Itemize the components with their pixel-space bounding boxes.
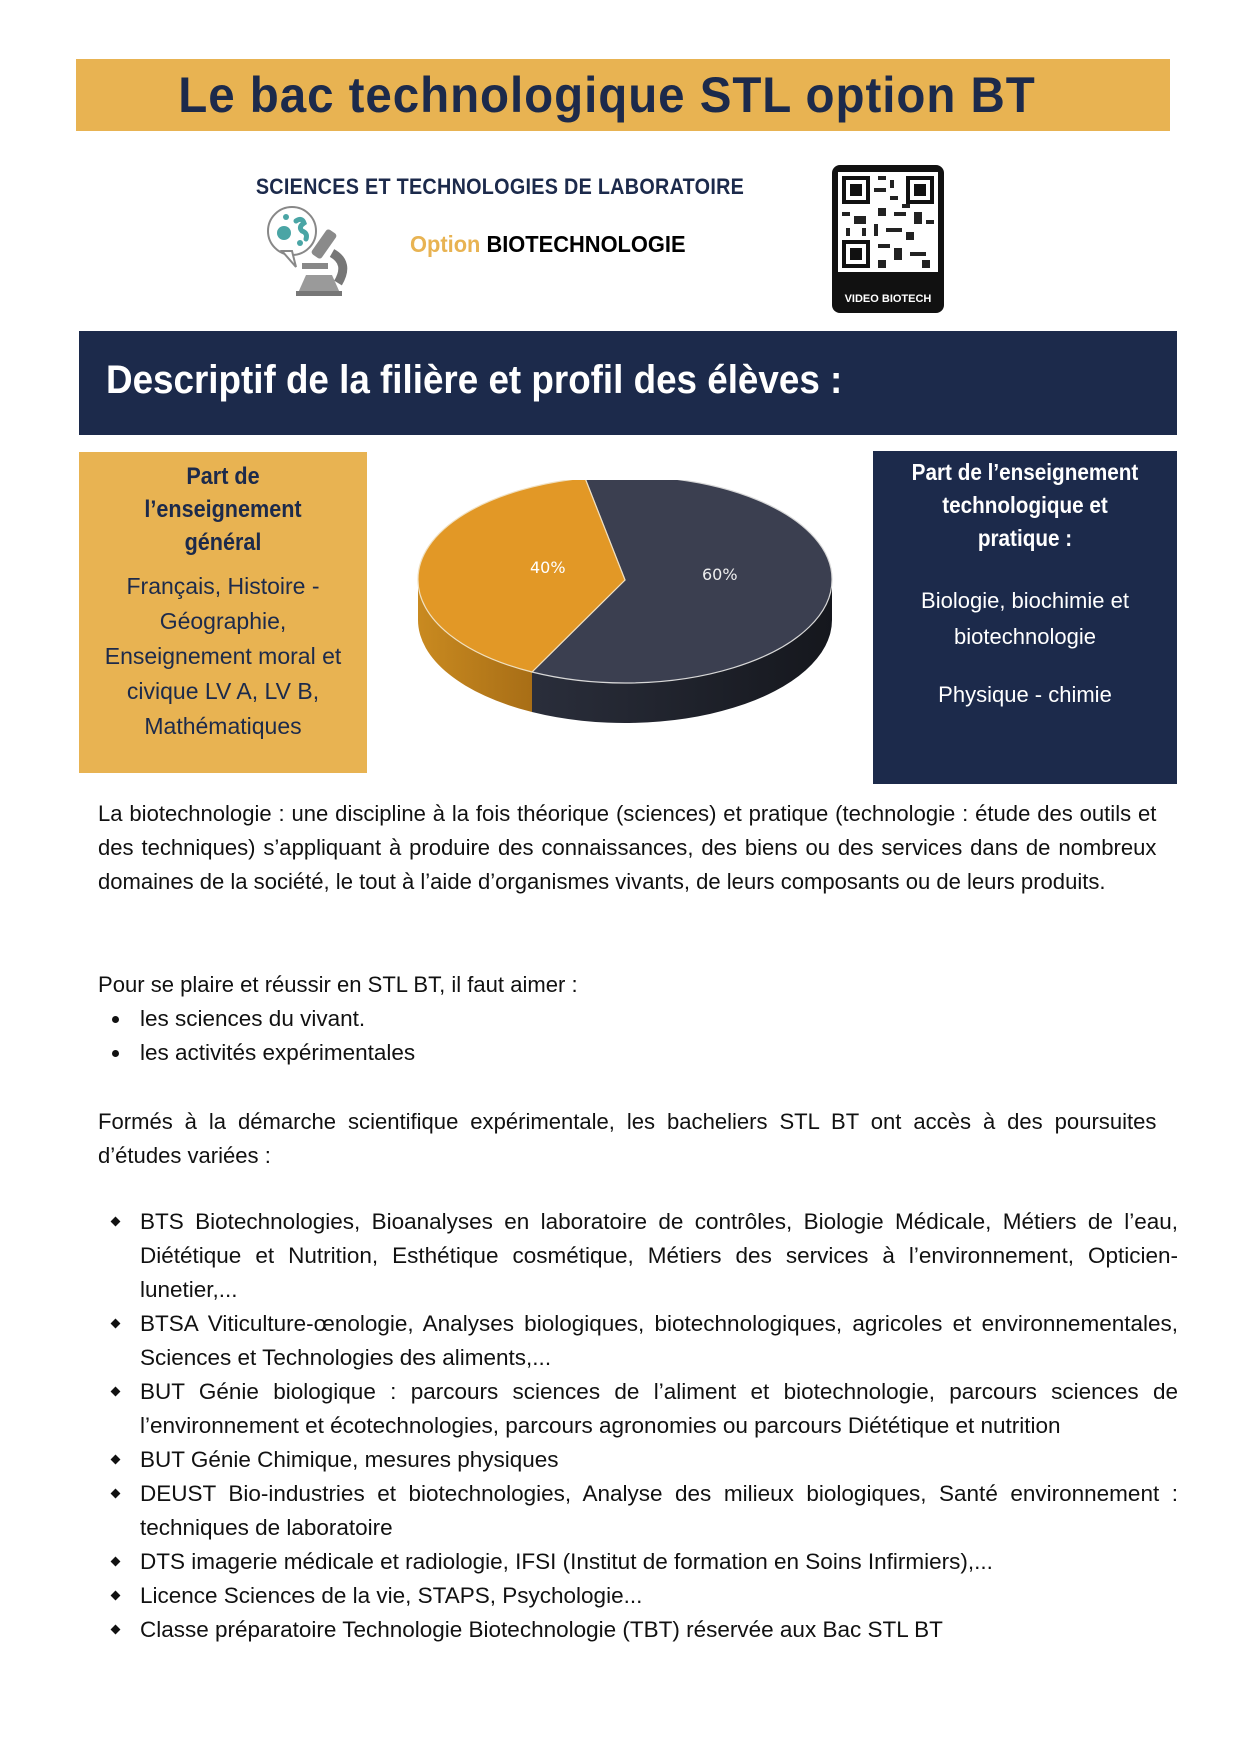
heading-line: Part de l’enseignement	[911, 459, 1139, 485]
option-title	[410, 231, 686, 258]
subject-line: Français, Histoire -	[126, 573, 320, 599]
qr-code-icon	[838, 172, 938, 272]
list-item: les activités expérimentales	[98, 1036, 415, 1070]
list-item: BUT Génie biologique : parcours sciences de l’aliment et biotechnologie, parcours sciences de l’environnement et écotechnologies, parcours agronomies ou parcours Diététique et nutrition	[98, 1375, 1178, 1443]
microscope-icon	[262, 205, 360, 297]
pie-label-40: 40%	[530, 558, 566, 577]
tech-box-heading	[888, 451, 1162, 555]
qr-code-card[interactable]	[832, 165, 944, 313]
list-item: DTS imagerie médicale et radiologie, IFSI (Institut de formation en Soins Infirmiers),...	[98, 1545, 1178, 1579]
subject-line: Géographie,	[159, 608, 287, 634]
option-word: Option	[410, 231, 481, 257]
subject-line: Biologie, biochimie et	[921, 588, 1129, 613]
list-item: BUT Génie Chimique, mesures physiques	[98, 1443, 1178, 1477]
subject-line: Enseignement moral et	[104, 643, 342, 669]
subtitle: SCIENCES ET TECHNOLOGIES DE LABORATOIRE	[255, 174, 745, 199]
heading-line: Part de	[186, 463, 260, 490]
general-box-subjects	[79, 569, 367, 744]
list-item: DEUST Bio-industries et biotechnologies, Analyse des milieux biologiques, Santé environnement : techniques de laboratoire	[98, 1477, 1178, 1545]
option-name: BIOTECHNOLOGIE	[486, 231, 686, 257]
list-item: Classe préparatoire Technologie Biotechnologie (TBT) réservée aux Bac STL BT	[98, 1613, 1178, 1647]
subject-line: Mathématiques	[144, 713, 302, 739]
list-item: Licence Sciences de la vie, STAPS, Psychologie...	[98, 1579, 1178, 1613]
pie-label-60: 60%	[702, 565, 738, 584]
likes-list	[98, 1002, 415, 1070]
tech-teaching-box	[873, 451, 1177, 784]
list-item: BTS Biotechnologies, Bioanalyses en laboratoire de contrôles, Biologie Médicale, Métiers de l’eau, Diététique et Nutrition, Esthétique cosmétique, Métiers des services à l’environnement, Opticien-lunetier,...	[98, 1205, 1178, 1307]
studies-list	[98, 1205, 1178, 1647]
studies-intro: Formés à la démarche scientifique expérimentale, les bacheliers STL BT ont accès à des poursuites d’études variées :	[98, 1109, 1157, 1168]
heading-line: général	[184, 529, 262, 556]
general-box-heading	[93, 452, 352, 559]
likes-intro: Pour se plaire et réussir en STL BT, il faut aimer :	[98, 972, 578, 997]
qr-label: VIDEO BIOTECH	[844, 293, 932, 305]
list-item: BTSA Viticulture-œnologie, Analyses biologiques, biotechnologiques, agricoles et environnementales, Sciences et Technologies des aliments,...	[98, 1307, 1178, 1375]
section-title: Descriptif de la filière et profil des élèves :	[106, 358, 843, 402]
heading-line: l’enseignement	[144, 496, 302, 523]
list-item: les sciences du vivant.	[98, 1002, 415, 1036]
tech-box-subjects	[873, 583, 1177, 655]
pie-chart	[410, 480, 840, 740]
heading-line: pratique :	[977, 525, 1073, 551]
heading-line: technologique et	[942, 492, 1108, 518]
tech-box-physics: Physique - chimie	[938, 682, 1112, 707]
subject-line: civique LV A, LV B,	[126, 678, 320, 704]
general-teaching-box	[79, 452, 367, 773]
page-title: Le bac technologique STL option BT	[178, 67, 1036, 123]
subject-line: biotechnologie	[954, 624, 1096, 649]
intro-paragraph: La biotechnologie : une discipline à la fois théorique (sciences) et pratique (technologie : étude des outils et des techniques) s’appliquant à produire des connaissances, des biens ou des services dans de nombreux domaines de la société, le tout à l’aide d’organismes vivants, de leurs composants ou de leurs produits.	[98, 801, 1157, 894]
